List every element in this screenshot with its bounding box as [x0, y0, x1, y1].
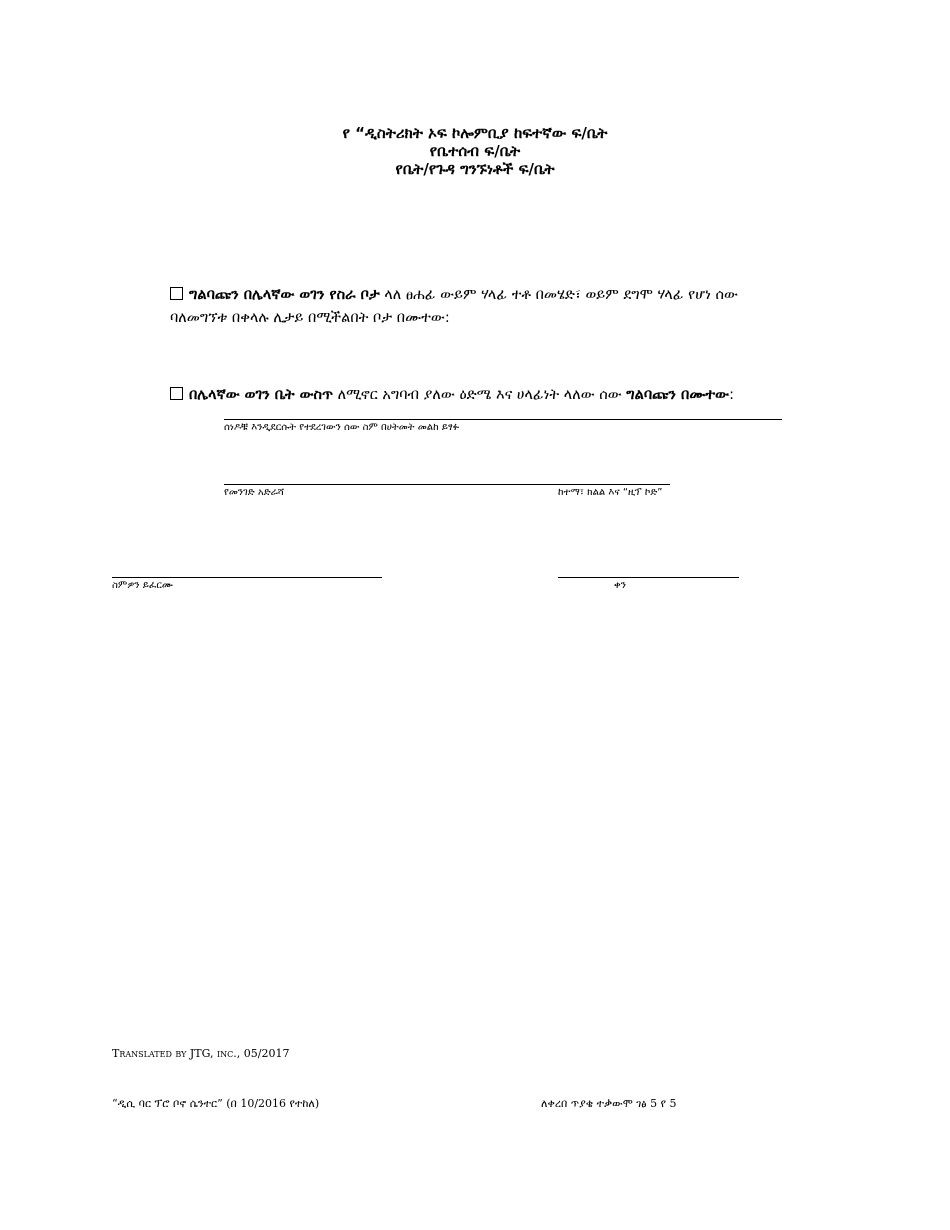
form-name: “ዲሲ ባር ፕሮ ቦኖ ሴንተር” (በ 10/2016 የተከለ): [112, 1097, 320, 1110]
date-line[interactable]: [558, 577, 739, 578]
recipient-name-label: ሰነዶቹ እንዲደርሱት የተደረገውን ሰው ስም በሀትመት መልከ ይፃፉ: [224, 422, 460, 433]
home-checkbox[interactable]: [170, 387, 183, 400]
branch-name: የቤት/የጉዳ ግንኙነቶች ፍ/ቤት: [395, 160, 555, 178]
date-label: ቀን: [614, 580, 626, 591]
page-info: ለቀረበ ጥያቄ ተቃውሞ ገፅ 5 የ 5: [541, 1097, 677, 1110]
division-name: የቤተሰብ ፍ/ቤት: [429, 142, 521, 160]
address-line[interactable]: [224, 484, 670, 485]
court-header: [0, 124, 950, 178]
city-state-zip-label: ከተማ፣ ክልል እና “ዚፕ ኮድ”: [558, 487, 663, 498]
option-workplace-text: ላለ ፀሐፊ ውይም ሃላፊ ተቶ በመሄድ፣ ወይም ደግሞ ሃላፊ የሆነ ሰው: [379, 287, 738, 303]
signature-line[interactable]: [112, 577, 382, 578]
option-workplace: [170, 284, 870, 330]
recipient-name-line[interactable]: [224, 419, 782, 420]
option-home-bold2: ግልባጩን በሙተው: [626, 387, 730, 403]
option-home: [170, 384, 890, 407]
option-workplace-bold: ግልባጩን በሌላኛው ወገን የስራ ቦታ: [189, 287, 380, 303]
signature-label: ስምዎን ይፈርሙ: [112, 580, 173, 591]
street-address-label: የመንገድ አድራሻ: [224, 487, 285, 498]
option-workplace-text-line2: ባለመግኘቱ በቀላሉ ሊታይ በሚችልበት ቦታ በሙተው:: [170, 310, 450, 326]
workplace-checkbox[interactable]: [170, 287, 183, 300]
option-home-text: ለሚኖር አግባብ ያለው ዕድሜ እና ሀላፊነት ላለው ሰው: [333, 387, 627, 403]
option-home-bold: በሌላኛው ወገን ቤት ውስጥ: [189, 387, 334, 403]
option-home-colon: :: [729, 387, 734, 403]
court-name: የ “ዲስትሪክት ኦፍ ኮሎምቢያ ከፍተኛው ፍ/ቤት: [342, 124, 608, 142]
translation-credit: Translated by JTG, inc., 05/2017: [112, 1047, 290, 1060]
